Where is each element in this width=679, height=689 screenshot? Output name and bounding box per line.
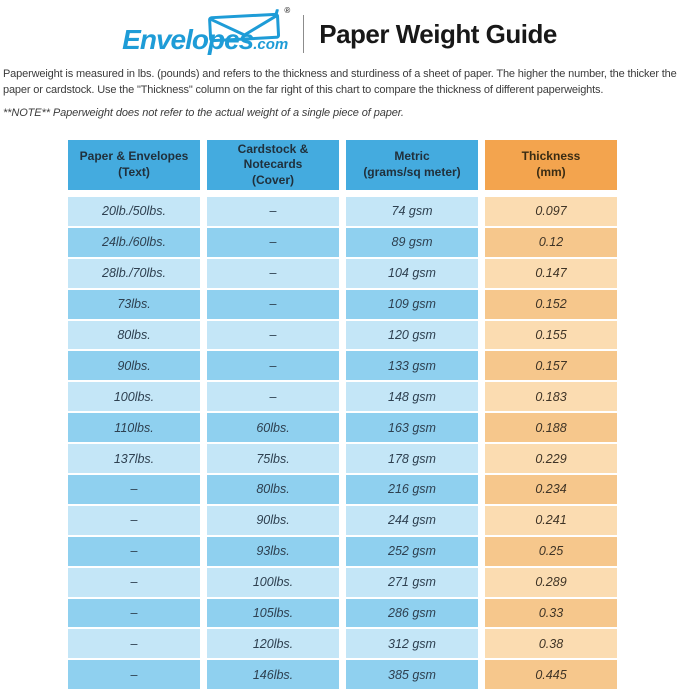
table-cell: 28lb./70lbs. bbox=[68, 259, 200, 288]
table-header-row bbox=[68, 140, 617, 190]
table-cell: 73lbs. bbox=[68, 290, 200, 319]
envelopes-logo[interactable] bbox=[122, 6, 291, 55]
table-cell: 163 gsm bbox=[346, 413, 478, 442]
column-sublabel: (grams/sq meter) bbox=[363, 165, 461, 179]
table-cell: – bbox=[207, 351, 339, 380]
column-header-thickness bbox=[485, 140, 617, 190]
thickness-cell: 0.183 bbox=[485, 382, 617, 411]
column-label: Thickness bbox=[521, 149, 581, 164]
page-title: Paper Weight Guide bbox=[319, 18, 557, 49]
column-sublabel: (Text) bbox=[118, 165, 150, 179]
table-cell: 120lbs. bbox=[207, 629, 339, 658]
envelope-icon bbox=[206, 9, 283, 43]
thickness-cell: 0.38 bbox=[485, 629, 617, 658]
table-cell: 252 gsm bbox=[346, 537, 478, 566]
table-cell: – bbox=[207, 290, 339, 319]
table-cell: 104 gsm bbox=[346, 259, 478, 288]
table-cell: 244 gsm bbox=[346, 506, 478, 535]
table-cell: 137lbs. bbox=[68, 444, 200, 473]
registered-trademark: ® bbox=[284, 6, 291, 15]
header-divider bbox=[303, 15, 304, 53]
intro-paragraph: Paperweight is measured in lbs. (pounds) and refers to the thickness and sturdiness of a sheet of paper. The higher the number, the thicker the paper or cardstock. Use the "Thickness" column on the far right of this chart to compare the thickness of different paperweights. bbox=[3, 68, 677, 96]
table-cell: – bbox=[207, 259, 339, 288]
table-cell: 286 gsm bbox=[346, 599, 478, 628]
logo-brand-text: Envelopes bbox=[122, 24, 254, 55]
table-body bbox=[68, 197, 617, 689]
thickness-cell: 0.289 bbox=[485, 568, 617, 597]
table-cell: 216 gsm bbox=[346, 475, 478, 504]
table-cell: – bbox=[207, 382, 339, 411]
page-header bbox=[0, 0, 679, 56]
table-cell: 60lbs. bbox=[207, 413, 339, 442]
table-cell: 24lb./60lbs. bbox=[68, 228, 200, 257]
table-cell: – bbox=[68, 599, 200, 628]
thickness-cell: 0.229 bbox=[485, 444, 617, 473]
table-cell: 385 gsm bbox=[346, 660, 478, 689]
intro-note: **NOTE** Paperweight does not refer to the actual weight of a single piece of paper. bbox=[3, 107, 404, 119]
table-cell: 75lbs. bbox=[207, 444, 339, 473]
table-cell: 20lb./50lbs. bbox=[68, 197, 200, 226]
table-cell: 133 gsm bbox=[346, 351, 478, 380]
table-cell: – bbox=[68, 506, 200, 535]
thickness-cell: 0.25 bbox=[485, 537, 617, 566]
column-label: Metric bbox=[394, 149, 430, 164]
table-cell: 148 gsm bbox=[346, 382, 478, 411]
thickness-cell: 0.33 bbox=[485, 599, 617, 628]
paper-weight-table bbox=[68, 140, 617, 689]
table-cell: 109 gsm bbox=[346, 290, 478, 319]
thickness-cell: 0.157 bbox=[485, 351, 617, 380]
table-cell: 100lbs. bbox=[68, 382, 200, 411]
column-sublabel: (mm) bbox=[536, 165, 566, 179]
table-cell: 178 gsm bbox=[346, 444, 478, 473]
table-cell: – bbox=[68, 568, 200, 597]
thickness-cell: 0.234 bbox=[485, 475, 617, 504]
table-cell: 120 gsm bbox=[346, 321, 478, 350]
thickness-cell: 0.241 bbox=[485, 506, 617, 535]
table-cell: 74 gsm bbox=[346, 197, 478, 226]
thickness-cell: 0.155 bbox=[485, 321, 617, 350]
column-header-metric bbox=[346, 140, 478, 190]
table-cell: 105lbs. bbox=[207, 599, 339, 628]
table-cell: – bbox=[68, 660, 200, 689]
intro-section bbox=[3, 67, 677, 119]
column-header-cardstock-notecards bbox=[207, 140, 339, 190]
table-cell: – bbox=[68, 475, 200, 504]
table-cell: 80lbs. bbox=[207, 475, 339, 504]
table-cell: 93lbs. bbox=[207, 537, 339, 566]
thickness-cell: 0.445 bbox=[485, 660, 617, 689]
table-cell: 90lbs. bbox=[68, 351, 200, 380]
logo-tld-text: .com bbox=[253, 36, 289, 53]
table-cell: – bbox=[207, 228, 339, 257]
table-cell: – bbox=[68, 629, 200, 658]
column-label: Paper & Envelopes bbox=[79, 149, 189, 164]
column-header-paper-envelopes bbox=[68, 140, 200, 190]
table-cell: 100lbs. bbox=[207, 568, 339, 597]
thickness-cell: 0.188 bbox=[485, 413, 617, 442]
table-cell: 146lbs. bbox=[207, 660, 339, 689]
column-sublabel: (Cover) bbox=[251, 172, 294, 187]
table-cell: – bbox=[68, 537, 200, 566]
table-cell: 110lbs. bbox=[68, 413, 200, 442]
table-cell: 271 gsm bbox=[346, 568, 478, 597]
thickness-cell: 0.152 bbox=[485, 290, 617, 319]
table-cell: – bbox=[207, 197, 339, 226]
table-cell: 90lbs. bbox=[207, 506, 339, 535]
column-label: Cardstock & Notecards bbox=[237, 141, 309, 172]
thickness-cell: 0.147 bbox=[485, 259, 617, 288]
table-cell: – bbox=[207, 321, 339, 350]
table-cell: 80lbs. bbox=[68, 321, 200, 350]
table-cell: 89 gsm bbox=[346, 228, 478, 257]
table-cell: 312 gsm bbox=[346, 629, 478, 658]
thickness-cell: 0.097 bbox=[485, 197, 617, 226]
thickness-cell: 0.12 bbox=[485, 228, 617, 257]
